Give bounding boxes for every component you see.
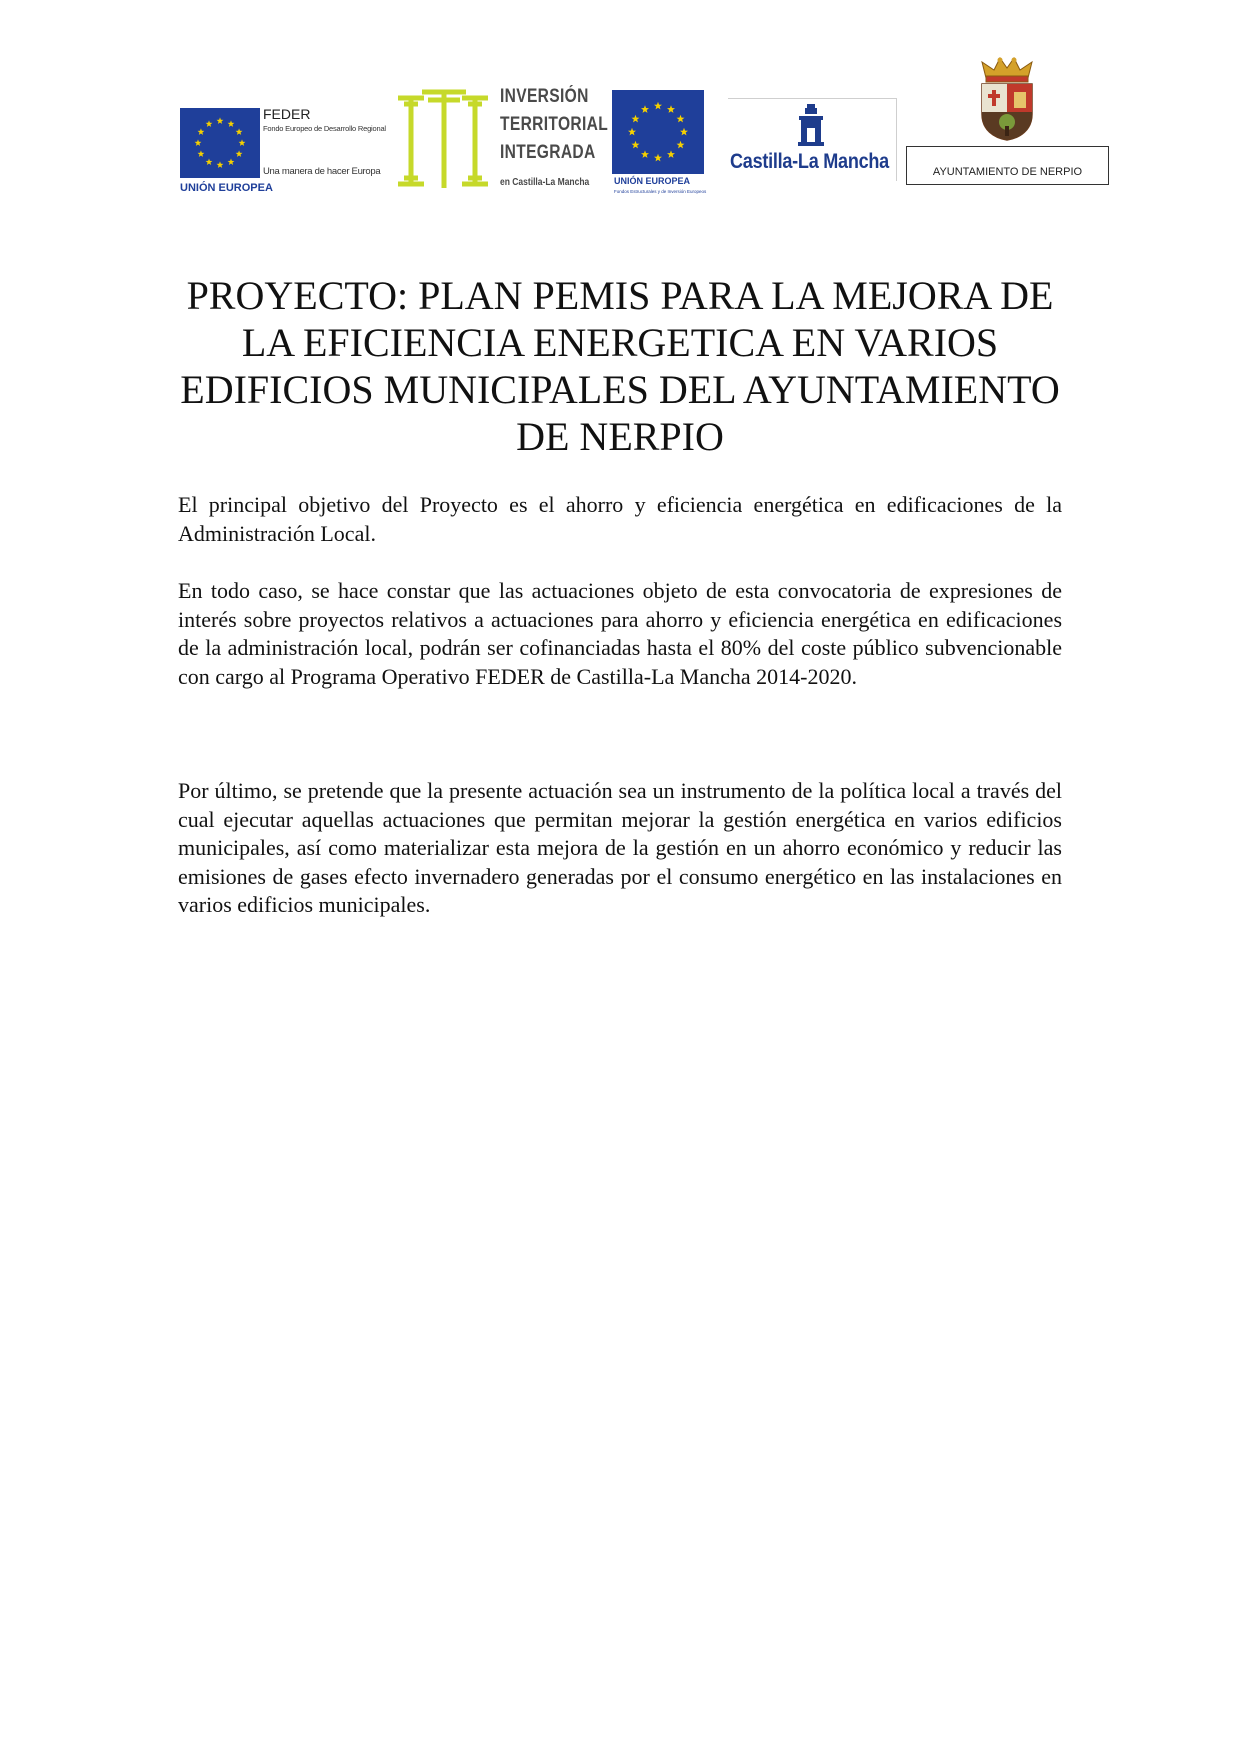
eu-star-icon <box>236 128 243 135</box>
eu-funds-logo <box>612 90 707 196</box>
eu-star-icon <box>654 102 662 110</box>
eu-star-icon <box>217 161 224 168</box>
eu-star-icon <box>667 150 675 158</box>
feder-subtitle: Fondo Europeo de Desarrollo Regional <box>263 124 386 133</box>
eu-star-icon <box>198 150 205 157</box>
paragraph-purpose: Por último, se pretende que la presente actuación sea un instrumento de la política local a través del cual ejecutar aquellas actuaciones que permitan mejorar la gestión energética en varios edificios municipales, así como materializar esta mejora de la gestión en un ahorro económico y reducir las emisiones de gases efecto invernadero generadas por el consumo energético en las instalaciones en varios edificios municipales. <box>178 778 1062 917</box>
ayuntamiento-label-box <box>906 146 1109 185</box>
eu-flag-caption: UNIÓN EUROPEA <box>180 182 273 194</box>
eu-flag-icon <box>180 108 260 178</box>
eu-star-icon <box>628 128 636 136</box>
eu-star-icon <box>641 105 649 113</box>
eu-star-icon <box>239 139 246 146</box>
eu-star-icon <box>206 158 213 165</box>
eu-star-icon <box>631 141 639 149</box>
eu-star-icon <box>198 128 205 135</box>
eu-star-icon <box>195 139 202 146</box>
eu-funds-caption: UNIÓN EUROPEA <box>614 176 691 186</box>
paragraph-cofinancing: En todo caso, se hace constar que las actuaciones objeto de esta convocatoria de expresiones de interés sobre proyectos relativos a actuaciones para ahorro y eficiencia energética en edificaciones de la administración local, podrán ser cofinanciadas hasta el 80% del coste público subvencionable con cargo al Programa Operativo FEDER de Castilla-La Mancha 2014-2020. <box>178 578 1062 689</box>
eu-star-icon <box>654 154 662 162</box>
eu-star-icon <box>680 128 688 136</box>
paragraph-objective: El principal objetivo del Proyecto es el ahorro y eficiencia energética en edificaciones de la Administración Local. <box>178 492 1062 546</box>
eu-star-icon <box>228 120 235 127</box>
iti-line-1: INVERSIÓN <box>500 86 589 107</box>
feder-slogan: Una manera de hacer Europa <box>263 166 381 177</box>
iti-line-3: INTEGRADA <box>500 142 596 163</box>
feder-title: FEDER <box>263 106 311 122</box>
eu-star-icon <box>677 115 685 123</box>
ayuntamiento-label: AYUNTAMIENTO DE NERPIO <box>932 165 1083 178</box>
document-title: PROYECTO: PLAN PEMIS PARA LA MEJORA DE LA EFICIENCIA ENERGETICA EN VARIOS EDIFICIOS MUNICIPALES DEL AYUNTAMIENTO DE NERPIO <box>180 273 1060 459</box>
eu-star-icon <box>667 105 675 113</box>
eu-star-icon <box>641 150 649 158</box>
castilla-la-mancha-logo <box>728 98 898 182</box>
feder-logo <box>180 104 395 200</box>
nerpio-coat-of-arms-icon <box>976 56 1038 142</box>
eu-star-icon <box>217 117 224 124</box>
iti-line-2: TERRITORIAL <box>500 114 609 135</box>
eu-star-icon <box>677 141 685 149</box>
eu-funds-subcaption: Fondos Estructurales y de Inversión Europeos <box>614 189 707 194</box>
clm-logo-text: Castilla-La Mancha <box>730 150 889 173</box>
iti-line-4: en Castilla-La Mancha <box>500 177 590 188</box>
castle-icon <box>796 104 826 146</box>
iti-logo <box>394 84 609 196</box>
eu-star-icon <box>206 120 213 127</box>
eu-flag-icon <box>612 90 704 174</box>
iti-symbol-icon <box>394 84 492 196</box>
eu-star-icon <box>228 158 235 165</box>
eu-star-icon <box>631 115 639 123</box>
eu-star-icon <box>236 150 243 157</box>
